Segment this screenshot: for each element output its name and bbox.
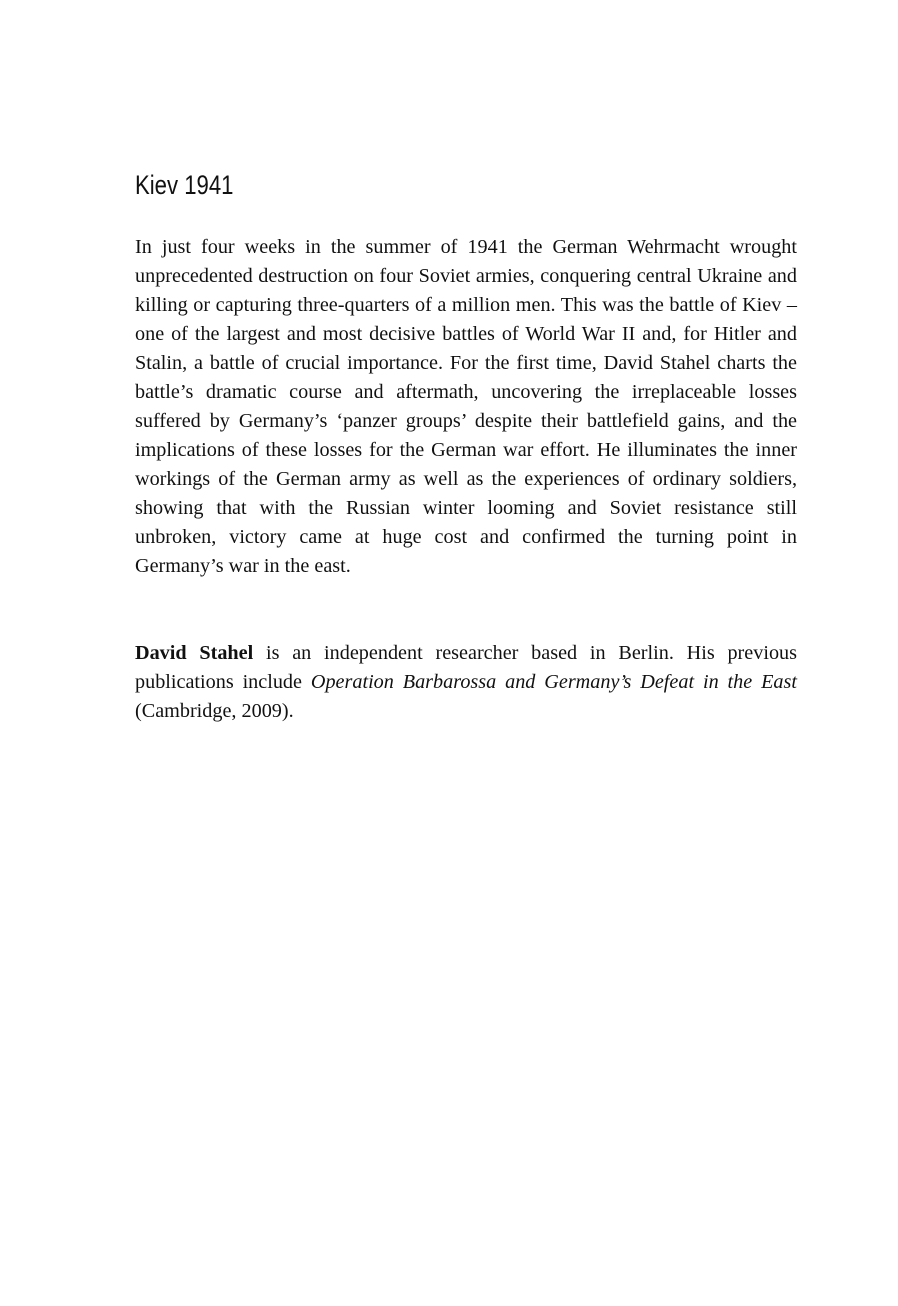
previous-work-title: Operation Barbarossa and Germany’s Defeat in the East	[310, 671, 797, 693]
author-name: David Stahel	[135, 642, 254, 664]
book-title: Kiev 1941	[135, 170, 234, 200]
book-description: In just four weeks in the summer of 1941 the German Wehrmacht wrought unprecedented destruction on four Soviet armies, conquering central Ukraine and killing or capturing three-quarters of a million men. This was the battle of Kiev – one of the largest and most decisive battles of World War II and, for Hitler and Stalin, a battle of crucial importance. For the first time, David Stahel charts the battle’s dramatic course and aftermath, uncovering the irreplaceable losses suffered by Germany’s ‘panzer groups’ despite their battlefield gains, and the implications of these losses for the German war effort. He illuminates the inner workings of the German army as well as the experiences of ordinary soldiers, showing that with the Russian winter looming and Soviet resistance still unbroken, victory came at huge cost and confirmed the turning point in Germany’s war in the east.	[135, 236, 797, 577]
previous-work-note: (Cambridge, 2009).	[135, 700, 294, 722]
author-bio	[135, 639, 797, 726]
author-bio-text: is an independent researcher based in Berlin. His previous publications include	[135, 642, 797, 693]
